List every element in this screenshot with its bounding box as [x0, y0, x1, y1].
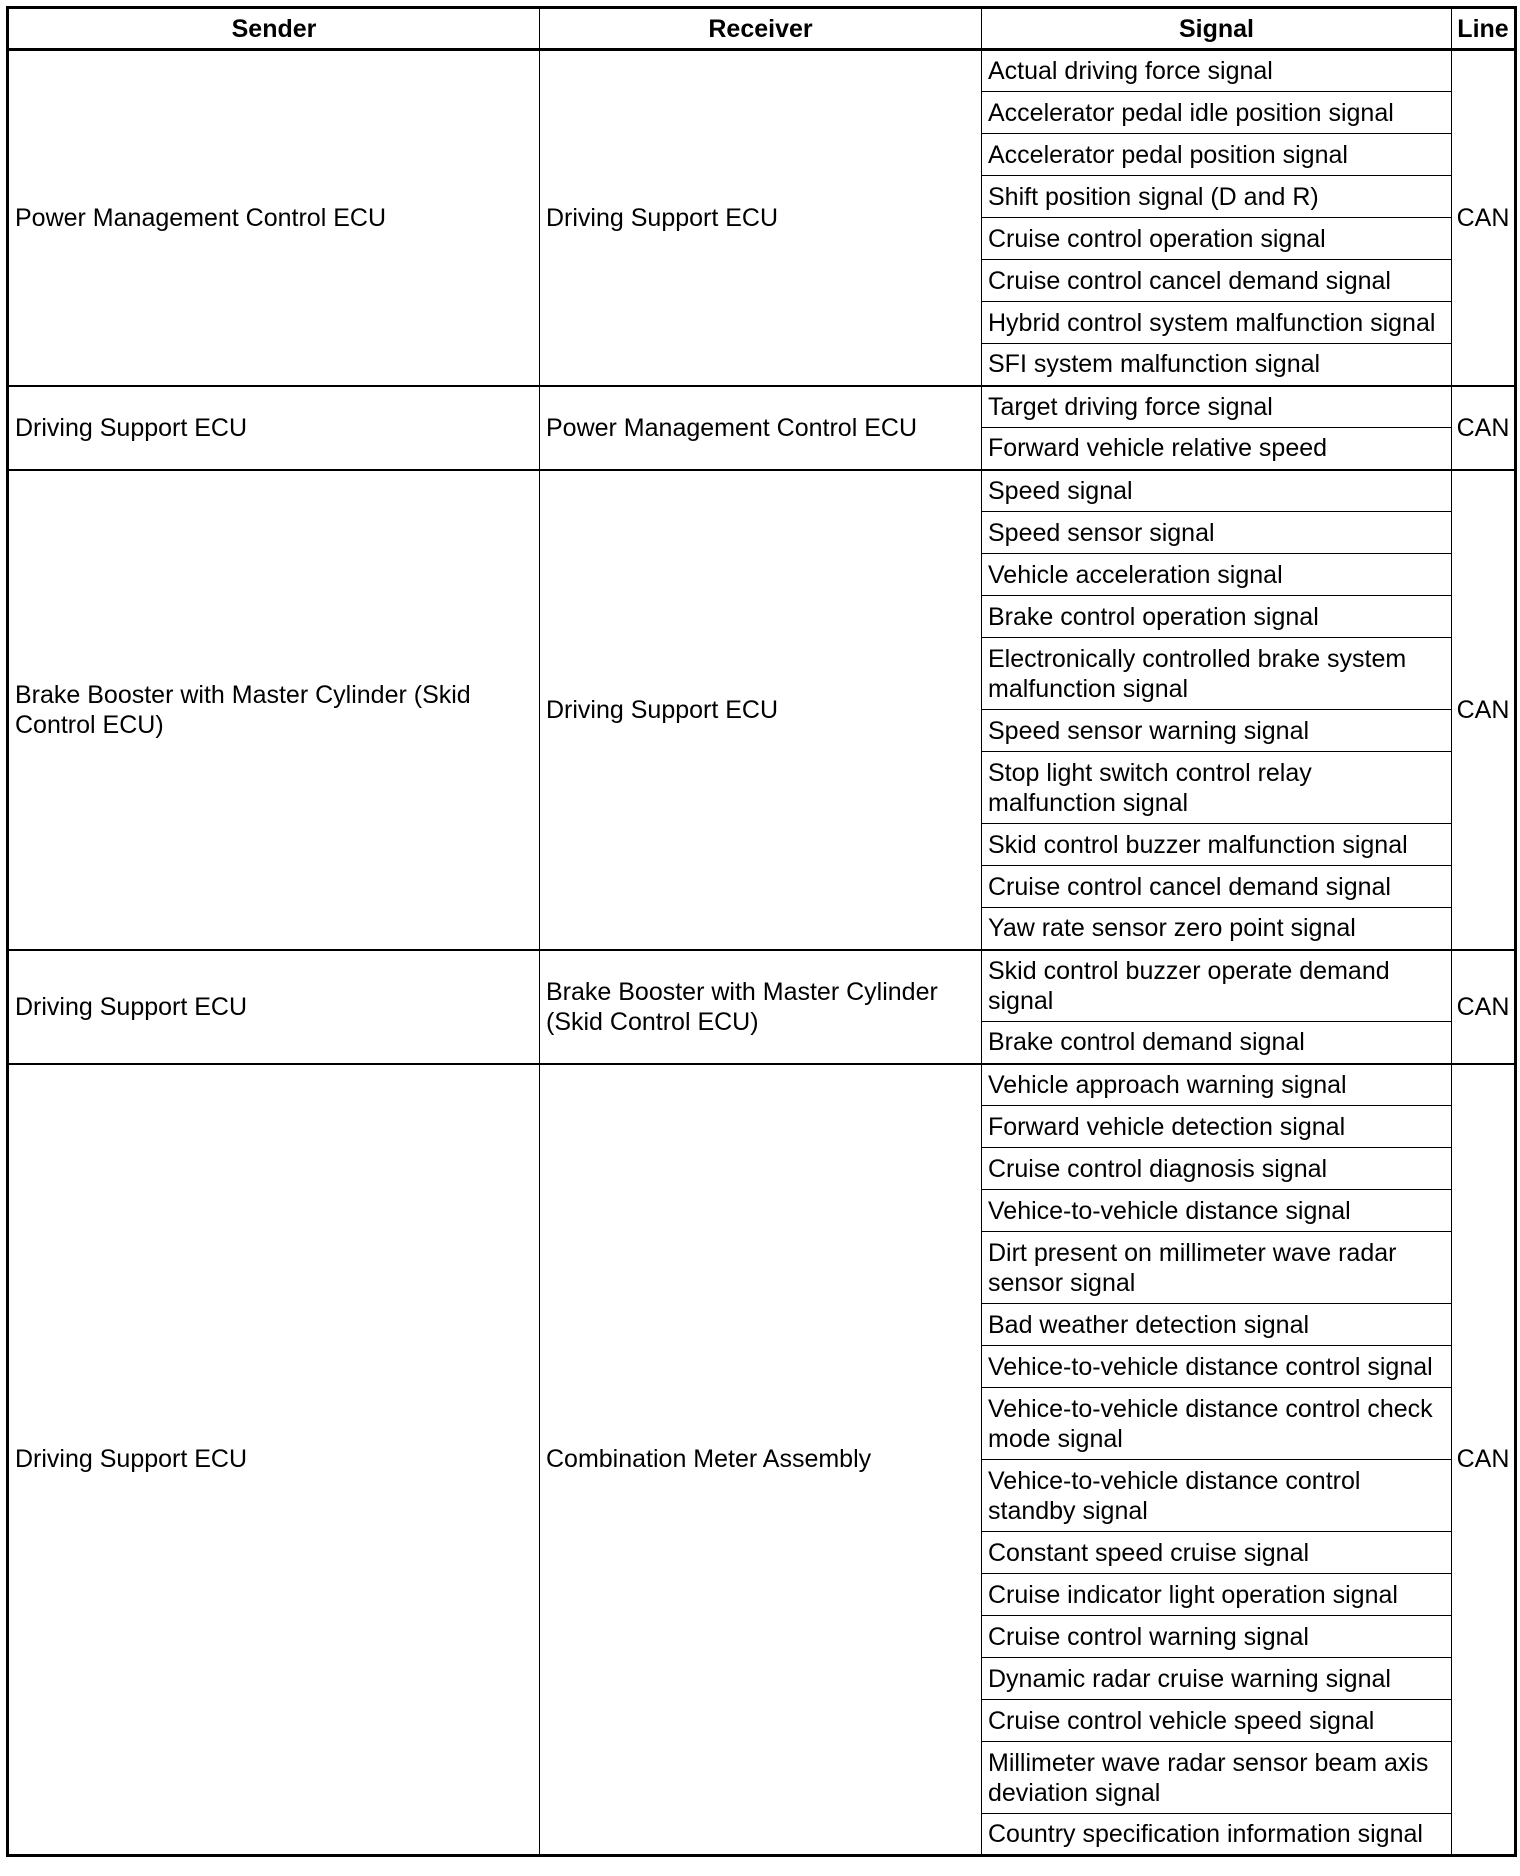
signal-cell: Shift position signal (D and R) [982, 176, 1452, 218]
receiver-cell: Driving Support ECU [540, 50, 982, 386]
signal-cell: Electronically controlled brake system malfunction signal [982, 638, 1452, 710]
line-cell: CAN [1452, 1064, 1516, 1856]
signal-cell: Millimeter wave radar sensor beam axis deviation signal [982, 1742, 1452, 1814]
signal-cell: Cruise indicator light operation signal [982, 1574, 1452, 1616]
signal-cell: SFI system malfunction signal [982, 344, 1452, 386]
table-row [8, 50, 1516, 92]
signal-cell: Accelerator pedal position signal [982, 134, 1452, 176]
signal-cell: Stop light switch control relay malfunction signal [982, 752, 1452, 824]
signal-cell: Country specification information signal [982, 1814, 1452, 1856]
receiver-cell: Brake Booster with Master Cylinder (Skid Control ECU) [540, 950, 982, 1064]
signal-cell: Cruise control diagnosis signal [982, 1148, 1452, 1190]
line-cell: CAN [1452, 386, 1516, 470]
receiver-cell: Power Management Control ECU [540, 386, 982, 470]
table-row [8, 950, 1516, 1022]
signal-cell: Skid control buzzer malfunction signal [982, 824, 1452, 866]
signal-cell: Speed signal [982, 470, 1452, 512]
signal-cell: Dynamic radar cruise warning signal [982, 1658, 1452, 1700]
signal-cell: Vehice-to-vehicle distance control check mode signal [982, 1388, 1452, 1460]
signal-cell: Dirt present on millimeter wave radar sensor signal [982, 1232, 1452, 1304]
communication-table [6, 6, 1517, 1857]
signal-cell: Speed sensor warning signal [982, 710, 1452, 752]
signal-cell: Vehice-to-vehicle distance control signal [982, 1346, 1452, 1388]
signal-cell: Forward vehicle relative speed [982, 428, 1452, 470]
sender-cell: Power Management Control ECU [8, 50, 540, 386]
line-cell: CAN [1452, 470, 1516, 950]
sender-cell: Driving Support ECU [8, 950, 540, 1064]
signal-cell: Cruise control cancel demand signal [982, 866, 1452, 908]
signal-cell: Target driving force signal [982, 386, 1452, 428]
header-signal: Signal [982, 8, 1452, 50]
signal-cell: Cruise control warning signal [982, 1616, 1452, 1658]
signal-cell: Forward vehicle detection signal [982, 1106, 1452, 1148]
header-line: Line [1452, 8, 1516, 50]
table-row [8, 386, 1516, 428]
signal-cell: Vehicle approach warning signal [982, 1064, 1452, 1106]
line-cell: CAN [1452, 950, 1516, 1064]
signal-cell: Speed sensor signal [982, 512, 1452, 554]
table-body [8, 50, 1516, 1856]
signal-cell: Vehice-to-vehicle distance control standby signal [982, 1460, 1452, 1532]
signal-cell: Skid control buzzer operate demand signal [982, 950, 1452, 1022]
signal-cell: Cruise control vehicle speed signal [982, 1700, 1452, 1742]
signal-cell: Vehicle acceleration signal [982, 554, 1452, 596]
sender-cell: Driving Support ECU [8, 386, 540, 470]
receiver-cell: Driving Support ECU [540, 470, 982, 950]
table-row [8, 470, 1516, 512]
sender-cell: Driving Support ECU [8, 1064, 540, 1856]
header-sender: Sender [8, 8, 540, 50]
signal-cell: Cruise control cancel demand signal [982, 260, 1452, 302]
signal-cell: Brake control demand signal [982, 1022, 1452, 1064]
receiver-cell: Combination Meter Assembly [540, 1064, 982, 1856]
sender-cell: Brake Booster with Master Cylinder (Skid Control ECU) [8, 470, 540, 950]
signal-cell: Brake control operation signal [982, 596, 1452, 638]
header-row [8, 8, 1516, 50]
signal-cell: Constant speed cruise signal [982, 1532, 1452, 1574]
line-cell: CAN [1452, 50, 1516, 386]
signal-cell: Cruise control operation signal [982, 218, 1452, 260]
header-receiver: Receiver [540, 8, 982, 50]
signal-cell: Vehice-to-vehicle distance signal [982, 1190, 1452, 1232]
signal-cell: Accelerator pedal idle position signal [982, 92, 1452, 134]
table-row [8, 1064, 1516, 1106]
signal-cell: Hybrid control system malfunction signal [982, 302, 1452, 344]
signal-cell: Bad weather detection signal [982, 1304, 1452, 1346]
signal-cell: Actual driving force signal [982, 50, 1452, 92]
signal-cell: Yaw rate sensor zero point signal [982, 908, 1452, 950]
